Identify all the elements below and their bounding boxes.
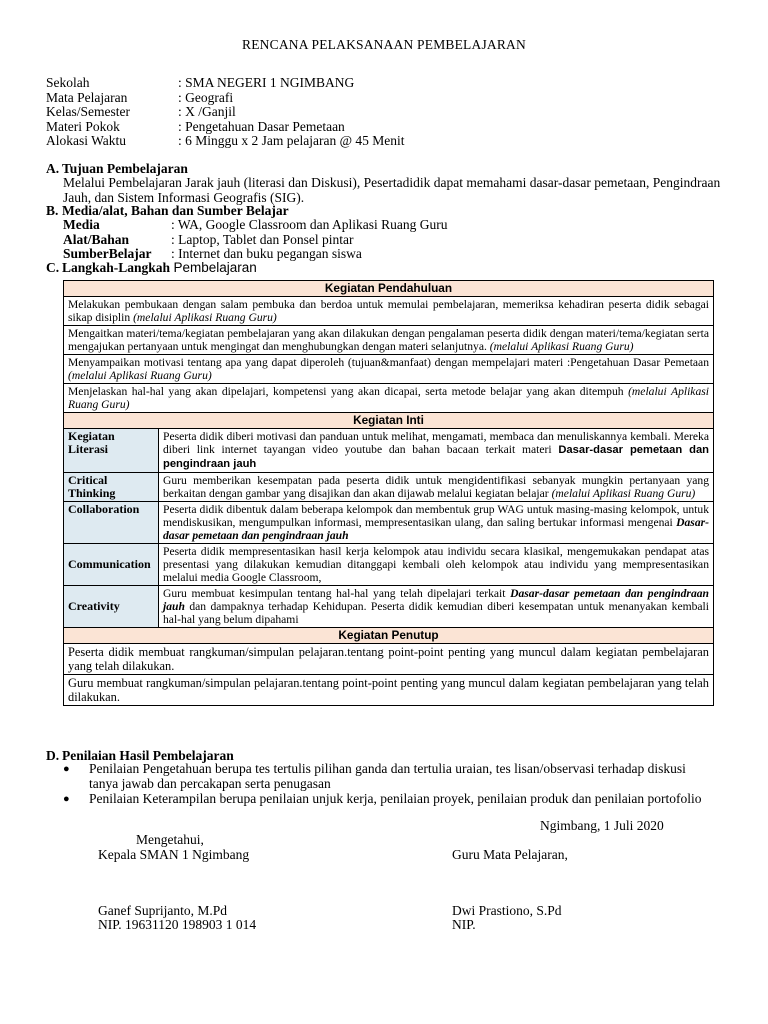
cell-text: Peserta didik diberi motivasi dan panduan untuk melihat, mengamati, membaca dan menuliskannya kembali. Mereka diberi link internet tayangan video youtube dan bahan bacaan terkait materi bbox=[163, 430, 709, 456]
section-title: Penilaian Hasil Pembelajaran bbox=[62, 748, 234, 763]
list-item-text: Penilaian Keterampilan berupa penilaian unjuk kerja, penilaian proyek, penilaian produk dan penilaian portofolio bbox=[89, 791, 702, 806]
cell-text: Guru membuat kesimpulan tentang hal-hal yang telah dipelajari terkait bbox=[163, 587, 511, 600]
communication-label: Communication bbox=[64, 544, 159, 586]
cell-note: (melalui Aplikasi Ruang Guru) bbox=[133, 311, 277, 324]
table-row bbox=[64, 586, 714, 628]
cell-text: Guru memberikan kesempatan pada peserta didik untuk mengidentifikasi sebanyak mungkin pertanyaan yang berkaitan dengan gambar yang disajikan dan akan dijawab melalui kegiatan belajar bbox=[163, 474, 709, 500]
info-row-materi bbox=[46, 120, 405, 135]
critical-label: Critical Thinking bbox=[64, 473, 159, 502]
literasi-cell bbox=[159, 429, 714, 473]
table-row bbox=[64, 473, 714, 502]
table-row bbox=[64, 326, 714, 355]
pendahuluan-cell bbox=[64, 297, 714, 326]
bullet-icon: ● bbox=[63, 763, 70, 775]
info-row-kelas bbox=[46, 105, 405, 120]
critical-cell bbox=[159, 473, 714, 502]
info-row-mapel bbox=[46, 91, 405, 106]
section-a-text: Melalui Pembelajaran Jarak jauh (literasi dan Diskusi), Pesertadidik dapat memahami dasar-dasar pemetaan, Pengindraan Jauh, dan Sistem Informasi Geografis (SIG). bbox=[63, 175, 721, 205]
cell-note: (melalui Aplikasi Ruang Guru) bbox=[551, 487, 696, 500]
table-row bbox=[64, 644, 714, 675]
principal-name: Ganef Suprijanto, M.Pd bbox=[98, 903, 227, 918]
cell-text: Menyampaikan motivasi tentang apa yang dapat diperoleh (tujuan&manfaat) dengan mempelajari materi :Pengetahuan Dasar Pemetaan bbox=[68, 356, 709, 369]
collaboration-label: Collaboration bbox=[64, 502, 159, 544]
table-row bbox=[64, 355, 714, 384]
collaboration-cell bbox=[159, 502, 714, 544]
cell-text: Mengaitkan materi/tema/kegiatan pembelajaran yang akan dilakukan dengan pengalaman peserta didik dengan materi/tema/kegiatan serta mengajukan pertanyaan untuk mengingat dan menghubungkan dengan materi selanjutnya. bbox=[68, 327, 709, 353]
table-row bbox=[64, 384, 714, 413]
info-row-alokasi bbox=[46, 134, 405, 149]
table-header-row bbox=[64, 628, 714, 644]
info-label: Sekolah bbox=[46, 75, 90, 90]
pendahuluan-cell bbox=[64, 384, 714, 413]
page-title: RENCANA PELAKSANAAN PEMBELAJARAN bbox=[242, 37, 526, 52]
table-header-row bbox=[64, 413, 714, 429]
identity-block bbox=[46, 76, 405, 149]
communication-cell: Peserta didik mempresentasikan hasil kerja kelompok atau individu secara klasikal, mengemukakan pendapat atas presentasi yang dilakukan kemudian ditanggapi kembali oleh kelompok atau individu yang mempresentasikan melalui media Google Classroom, bbox=[159, 544, 714, 586]
table-header-row bbox=[64, 281, 714, 297]
pendahuluan-header: Kegiatan Pendahuluan bbox=[64, 281, 714, 297]
info-value: : Geografi bbox=[178, 89, 234, 105]
list-item bbox=[63, 762, 713, 791]
media-value: : WA, Google Classroom dan Aplikasi Ruang Guru bbox=[171, 217, 448, 232]
cell-text: Menjelaskan hal-hal yang akan dipelajari, kompetensi yang akan dicapai, serta metode belajar yang akan ditempuh bbox=[68, 385, 629, 398]
cell-note: (melalui Aplikasi Ruang Guru) bbox=[489, 340, 634, 353]
table-row bbox=[64, 297, 714, 326]
penutup-cell: Guru membuat rangkuman/simpulan pelajaran.tentang point-point penting yang muncul dalam kegiatan pembelajaran yang telah dilakukan. bbox=[64, 675, 714, 706]
info-label: Materi Pokok bbox=[46, 118, 120, 134]
section-title: Langkah-Langkah bbox=[62, 260, 171, 275]
pendahuluan-cell bbox=[64, 326, 714, 355]
cell-text: Melakukan pembukaan dengan salam pembuka dan berdoa untuk memulai pembelajaran, memeriksa kehadiran peserta didik sebagai sikap disiplin bbox=[68, 298, 709, 324]
assessment-list bbox=[63, 762, 713, 808]
info-row-sekolah bbox=[46, 76, 405, 91]
section-letter: A. bbox=[46, 161, 60, 176]
penutup-header: Kegiatan Penutup bbox=[64, 628, 714, 644]
table-row bbox=[64, 502, 714, 544]
list-item bbox=[63, 792, 713, 807]
inti-header: Kegiatan Inti bbox=[64, 413, 714, 429]
media-label: Alat/Bahan bbox=[63, 231, 130, 247]
place-date: Ngimbang, 1 Juli 2020 bbox=[540, 818, 664, 833]
literasi-label: Kegiatan Literasi bbox=[64, 429, 159, 473]
cell-emphasis: Dasar-dasar pemetaan dan pengindraan jauh bbox=[163, 587, 709, 613]
media-row bbox=[63, 218, 447, 233]
cell-note: (melalui Aplikasi Ruang Guru) bbox=[68, 369, 212, 382]
penutup-cell: Peserta didik membuat rangkuman/simpulan pelajaran.tentang point-point penting yang muncul dalam kegiatan pembelajaran yang telah dilakukan. bbox=[64, 644, 714, 675]
media-label: SumberBelajar bbox=[63, 246, 152, 261]
cell-note: (melalui Aplikasi Ruang Guru) bbox=[68, 385, 709, 411]
table-row bbox=[64, 544, 714, 586]
creativity-label: Creativity bbox=[64, 586, 159, 628]
teacher-name: Dwi Prastiono, S.Pd bbox=[452, 903, 562, 918]
pendahuluan-cell bbox=[64, 355, 714, 384]
info-label: Mata Pelajaran bbox=[46, 89, 128, 105]
info-value: : 6 Minggu x 2 Jam pelajaran @ 45 Menit bbox=[178, 133, 405, 148]
section-title: Tujuan Pembelajaran bbox=[62, 161, 188, 176]
media-row bbox=[63, 233, 447, 248]
section-title: Media/alat, Bahan dan Sumber Belajar bbox=[62, 203, 289, 218]
info-value: : X /Ganjil bbox=[178, 104, 236, 119]
section-title-tail: Pembelajaran bbox=[173, 260, 257, 275]
cell-emphasis: Dasar-dasar pemetaan dan pengindraan jauh bbox=[163, 516, 709, 542]
cell-text: dan dampaknya terhadap Kehidupan. Peserta didik kemudian diberi kesempatan untuk menanyakan kembali hal-hal yang belum dipahami bbox=[163, 600, 709, 626]
acknowledged-label: Mengetahui, bbox=[136, 832, 204, 847]
media-value: : Laptop, Tablet dan Ponsel pintar bbox=[171, 231, 354, 247]
media-list bbox=[63, 218, 447, 262]
teacher-nip: NIP. bbox=[452, 917, 476, 932]
media-value: : Internet dan buku pegangan siswa bbox=[171, 246, 362, 261]
section-letter: C. bbox=[46, 260, 60, 275]
section-c-heading bbox=[46, 260, 257, 276]
table-row bbox=[64, 675, 714, 706]
principal-title: Kepala SMAN 1 Ngimbang bbox=[98, 847, 250, 862]
info-value: : Pengetahuan Dasar Pemetaan bbox=[178, 118, 345, 134]
table-row bbox=[64, 429, 714, 473]
creativity-cell bbox=[159, 586, 714, 628]
learning-steps-table bbox=[63, 280, 714, 706]
cell-text: Peserta didik dibentuk dalam beberapa kelompok dan membentuk grup WAG untuk masing-masing kelompok, untuk mendiskusikan, mengumpulkan informasi, mempresentasikan ulang, dan saling bertukar informasi mengenai bbox=[163, 503, 709, 529]
list-item-text: Penilaian Pengetahuan berupa tes tertulis pilihan ganda dan tertulia uraian, tes lisan/observasi terhadap diskusi tanya jawab dan percakapan serta penugasan bbox=[89, 761, 686, 791]
principal-nip: NIP. 19631120 198903 1 014 bbox=[98, 917, 257, 932]
teacher-title: Guru Mata Pelajaran, bbox=[452, 847, 568, 862]
section-letter: B. bbox=[46, 203, 59, 218]
info-label: Alokasi Waktu bbox=[46, 133, 127, 148]
media-label: Media bbox=[63, 217, 100, 232]
cell-emphasis: Dasar-dasar pemetaan dan pengindraan jauh bbox=[163, 444, 710, 470]
bullet-icon: ● bbox=[63, 793, 70, 805]
info-label: Kelas/Semester bbox=[46, 104, 130, 119]
section-letter: D. bbox=[46, 748, 60, 763]
info-value: : SMA NEGERI 1 NGIMBANG bbox=[178, 75, 355, 90]
